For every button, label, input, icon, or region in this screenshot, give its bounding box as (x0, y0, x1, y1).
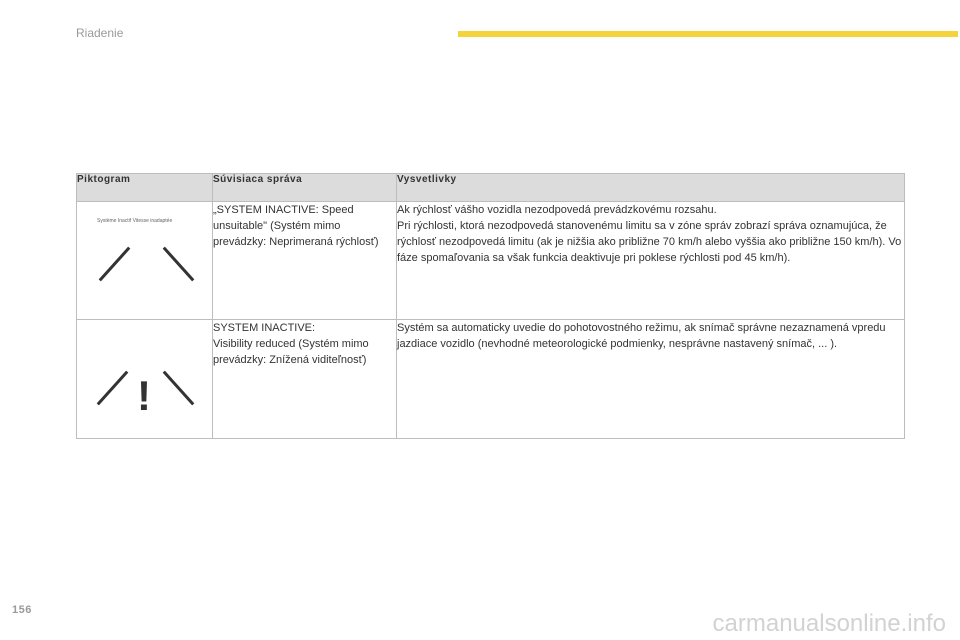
pictogram-caption: Système Inactif Vitesse inadaptée (97, 218, 173, 224)
explanation-line: Pri rýchlosti, ktorá nezodpovedá stanovenému limitu sa v zóne správ zobrazí správa oznamujúca, že rýchlosť nezodpovedá limitu (ak je nižšia ako približne 70 km/h alebo vyššia ako približne 150 km/h). Vo fáze spomaľovania sa však funkcia deaktivuje pri poklese rýchlosti pod 45 km/h). (397, 220, 902, 264)
left-lane-line (99, 247, 131, 282)
table-row (77, 202, 905, 320)
left-lane-line (97, 371, 129, 406)
header-pictogram: Piktogram (77, 174, 213, 202)
header-message: Súvisiaca správa (213, 174, 397, 202)
explanation-line: Ak rýchlosť vášho vozidla nezodpovedá prevádzkovému rozsahu. (397, 204, 717, 216)
section-title: Riadenie (76, 26, 124, 40)
diverging-road-lines-icon (77, 202, 209, 312)
header-accent-bar (458, 31, 958, 37)
message-line: Visibility reduced (Systém mimo prevádzky: Znížená viditeľnosť) (213, 338, 369, 366)
explanation-cell (397, 202, 905, 320)
exclamation-mark-icon: ! (137, 372, 151, 419)
table-header-row (77, 174, 905, 202)
right-lane-line (163, 371, 195, 406)
explanation-cell: Systém sa automaticky uvedie do pohotovostného režimu, ak snímač správne nezaznamená vpredu jazdiace vozidlo (nevhodné meteorologické podmienky, nesprávne nastavený snímač, ... ). (397, 320, 905, 439)
message-line: SYSTEM INACTIVE: (213, 322, 316, 334)
table-row (77, 320, 905, 439)
message-table (76, 173, 905, 439)
header-explanation: Vysvetlivky (397, 174, 905, 202)
page-number: 156 (12, 604, 32, 616)
right-lane-line (163, 247, 195, 282)
message-cell: „SYSTEM INACTIVE: Speed unsuitable" (Systém mimo prevádzky: Neprimeraná rýchlosť) (213, 202, 397, 320)
pictogram-cell (77, 202, 213, 320)
road-lines-warning-icon (77, 320, 209, 430)
message-cell (213, 320, 397, 439)
watermark: carmanualsonline.info (712, 610, 946, 637)
pictogram-cell (77, 320, 213, 439)
